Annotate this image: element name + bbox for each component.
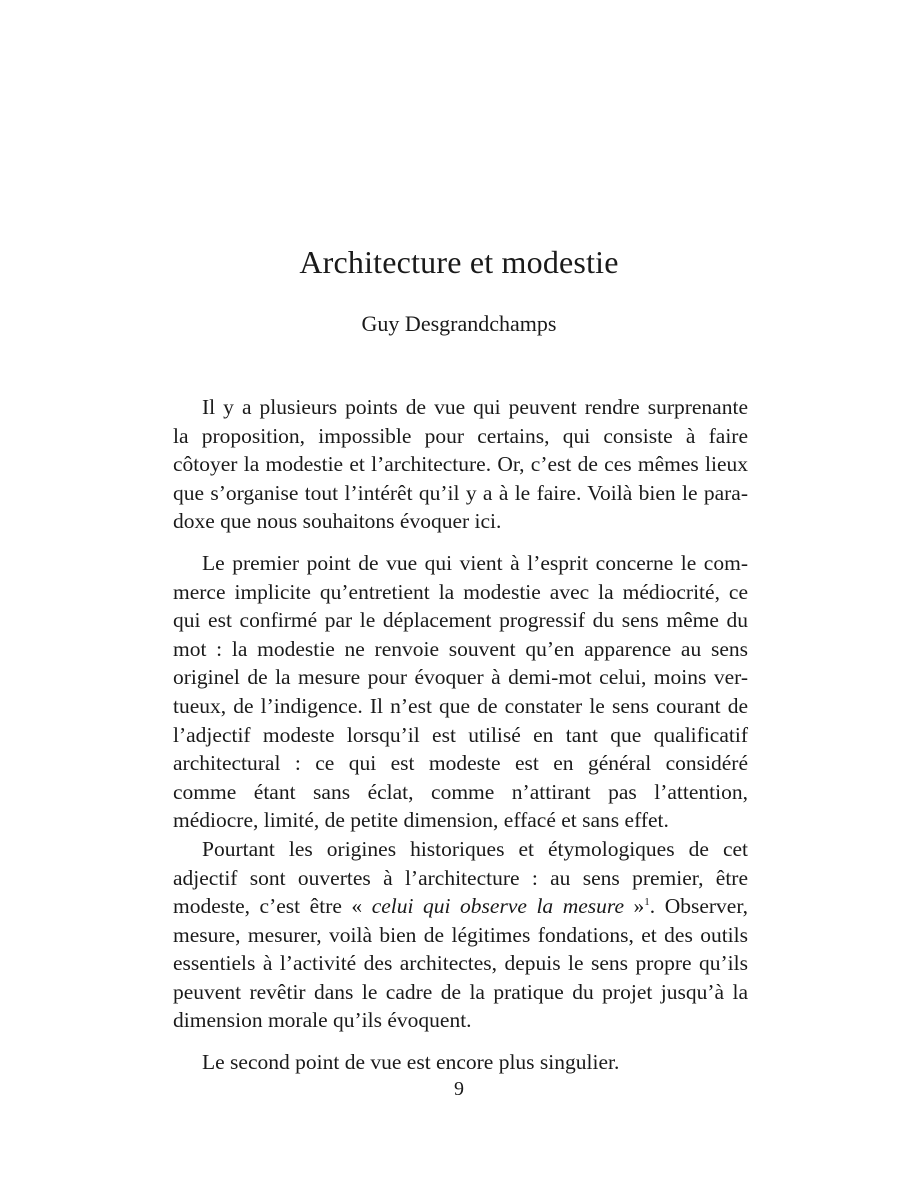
text-line: l’adjectif modeste lorsqu’il est utilisé en tant que qualificatif (173, 722, 748, 747)
text-line: mesure, mesurer, voilà bien de légitimes fondations, et des outils (173, 922, 748, 947)
footnote-reference[interactable]: 1 (644, 895, 650, 908)
text-line: comme étant sans éclat, comme n’attirant pas l’attention, (173, 779, 748, 804)
text-line: Il y a plusieurs points de vue qui peuvent rendre surprenante (202, 395, 748, 419)
paragraph-1 (173, 393, 748, 536)
text-line: dimension morale qu’ils évoquent. (173, 1008, 472, 1033)
paragraph-3 (173, 835, 748, 1035)
quote-line-before: modeste, c’est être « (173, 894, 372, 919)
text-line: Le second point de vue est encore plus singulier. (202, 1050, 620, 1075)
text-line: peuvent revêtir dans le cadre de la pratique du projet jusqu’à la (173, 979, 748, 1004)
page-number: 9 (454, 1078, 464, 1100)
paragraph-2 (173, 549, 748, 835)
text-line: tueux, de l’indigence. Il n’est que de constater le sens courant de (173, 693, 748, 718)
text-line: adjectif sont ouvertes à l’architecture : au sens premier, être (173, 865, 748, 890)
text-line: mot : la modestie ne renvoie souvent qu’en apparence au sens (173, 636, 748, 661)
text-line: Pourtant les origines historiques et étymologiques de cet (202, 836, 748, 861)
text-line: médiocre, limité, de petite dimension, effacé et sans effet. (173, 808, 669, 833)
text-line: la proposition, impossible pour certains, qui consiste à faire (173, 423, 748, 448)
text-line: merce implicite qu’entretient la modestie avec la médiocrité, ce (173, 579, 748, 604)
paragraph-4 (173, 1048, 748, 1077)
text-line: architectural : ce qui est modeste est en général considéré (173, 751, 748, 776)
quote-line-after: . Observer, (649, 894, 749, 919)
text-line: Le premier point de vue qui vient à l’esprit concerne le com- (202, 550, 748, 575)
text-line: côtoyer la modestie et l’architecture. Or, c’est de ces mêmes lieux (173, 452, 748, 477)
text-line: que s’organise tout l’intérêt qu’il y a à le faire. Voilà bien le para- (173, 480, 748, 505)
quotation-italic: celui qui observe la mesure (371, 894, 624, 919)
text-line: originel de la mesure pour évoquer à demi-mot celui, moins ver- (173, 665, 748, 690)
author-name: Guy Desgrandchamps (361, 311, 557, 336)
chapter-title: Architecture et modestie (299, 244, 619, 280)
text-line: doxe que nous souhaitons évoquer ici. (173, 509, 502, 534)
text-line: essentiels à l’activité des architectes, depuis le sens propre qu’ils (173, 951, 748, 976)
quote-close: » (624, 894, 645, 919)
text-line: qui est confirmé par le déplacement progressif du sens même du (173, 608, 748, 633)
quote-line (173, 892, 748, 921)
body-text (173, 393, 748, 1077)
